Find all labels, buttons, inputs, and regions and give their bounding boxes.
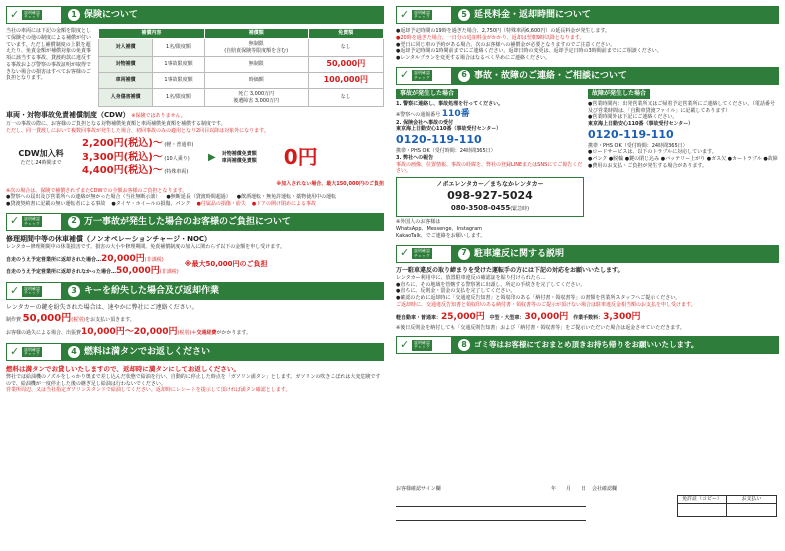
check-box[interactable]: ✓ 説明確認 チェック — [6, 282, 62, 300]
section-number: 3 — [68, 285, 80, 297]
cdw-text: 万一の事故の際に、お客様のご負担となる対物補償免責額と車両補償免責額を補償する制度です。 — [6, 120, 226, 127]
section-header — [396, 336, 779, 354]
section-header — [6, 6, 384, 24]
list-item: ●返却予定時間の19時を過ぎた場合、2,750円（特殊車両6,600円）の延長料金が発生します。 — [396, 28, 610, 34]
sign-date: 年 月 日 — [550, 486, 586, 492]
list-item: ●直ちに、反則金・罰金の支払を完了してください。 — [396, 288, 516, 295]
return-fee: 10,000円～20,000円 — [81, 326, 178, 337]
section-number: 4 — [68, 346, 80, 358]
arrow-icon: ▶ — [208, 151, 216, 163]
noc-text: レンタカー修理期間中の休業損害です。損害の大小や修理期間、免責補償制度の加入に関わらず以下の金額を申し受けます。 — [6, 244, 285, 251]
parking-warn: ご返却時に、交通違反告知書と領収印のある納付書・領収書等のご提示が頂けない場合は駐車違反金相当額のお支払を申し受けます。 — [396, 301, 696, 308]
payment-check-box[interactable] — [727, 504, 776, 516]
section-title: 駐車違反に関する説明 — [474, 248, 565, 259]
section-accident-cost: ✓ 説明確認 チェック 2 万一事故が発生した場合のお客様のご負担について 修理期間中等の休車補償（ノンオペレーションチャージ・NOC） レンタカー修理期間中の休業損害です。損害の大小や修理期間、免責補償制度の加入に関わらず以下の金額を申し受けます。 自走のうえ予定営業所に返却された場合…20,000円(非課税) 自走のうえ予定営業所に返却されなかった場合…50,000円(非課税) ※最大50,000円のご負担 — [6, 213, 384, 277]
check-icon: ✓ — [10, 344, 20, 358]
section-number: 1 — [68, 9, 80, 21]
section-header — [6, 213, 384, 231]
list-item: ●警察への届出及び営業所への連絡が無かった場合（当社無断示談） — [6, 194, 161, 201]
list-item: ●付属品の損傷・紛失 — [196, 201, 246, 208]
section-header — [396, 6, 779, 24]
sns-note: ※外国人のお客様は WhatsApp、Messenge、Instagram KakaoTalk、でご連絡をお願いします。 — [396, 219, 486, 239]
section-header — [396, 245, 779, 263]
list-item: ●翌日に同じ車の予約がある場合、次のお客様への補償金が必要となりますのでご注意ください。 — [396, 41, 616, 48]
key-fee: 50,000円 — [22, 313, 72, 325]
list-item: ●タイヤ・ホイールの損傷、パンク — [111, 201, 191, 208]
insurance-phone[interactable]: 0120-119-110 — [396, 133, 482, 147]
accident-header: 事故が発生した場合 — [396, 89, 458, 99]
table-row: 車両補償 1事故限度額 時価額 100,000円 — [99, 73, 384, 89]
customer-sign-label: お客様確認サイン欄 — [396, 486, 441, 492]
section-fuel — [6, 343, 384, 394]
section-garbage — [396, 336, 779, 354]
table-row: 人身傷害補償 1名/限度額 死亡 3,000万円 後遺障害 3,000万円 なし — [99, 88, 384, 107]
breakdown-panel: 故障が発生した場合 ●営業時間内：出発営業所又はご帰着予定営業所にご連絡してください。（電話番号及び営業時間は、「自動車貸渡ファイル」に記載してあります） ●営業時間外は下記にご連絡ください。 東京海上日動安心110番（事故受付センター） 0120-119-110 携帯・PHS OK（受付時間：24時間365日） ●ロードサービスは、以下のトラブルに対応しています。 ●パンク ●脱輪 ●鍵の閉じ込み ●バッテリー上がり ●ガス欠 ●カートラブル ●故障 ●費用のお支払・ご負担が発生する場合があります。 — [588, 89, 778, 169]
check-icon: ✓ — [400, 68, 410, 82]
check-box[interactable]: ✓ 説明確認 チェック — [396, 245, 452, 263]
cdw-per: ただし24時間まで — [20, 159, 62, 166]
check-icon: ✓ — [10, 7, 20, 21]
list-item: ●直ちに、その地域を管轄する警察署に出頭し、所定の手続きを完了してください。 — [396, 281, 586, 288]
check-icon: ✓ — [400, 338, 410, 352]
cdw-zero: 0円 — [283, 145, 318, 170]
fuel-lead: 燃料は満タンでお貸しいたしますので、返却時に満タンにしてお返しください。 — [6, 364, 240, 373]
noc-title: 修理期間中等の休車補償（ノンオペレーションチャージ・NOC） — [6, 234, 212, 243]
check-box[interactable]: ✓ 説明確認 チェック — [396, 67, 452, 85]
section-extension — [396, 6, 779, 62]
list-item: ●無断延長（貸渡時間超過） — [166, 194, 231, 201]
accident-panel: 事故が発生した場合 1. 警察に連絡し、事故処理を行ってください。 ※警察への通報番号 110番 2. 保険会社へ事故の受付 東京海上日動安心110番（事故受付センター） 0120-119-110 携帯・PHS OK（受付時間：24時間365日） 3. 弊社への報告 事故の画像、位置情報、事故の経緯を、弊社の登録LINEまたはSNSにてご報告ください。 ノボエレンタカー／まちなかレンタカー 098-927-5024 080-3508-0455(緊急時) ※外国人のお客様は WhatsApp、Messenge、Instagram KakaoTalk、でご連絡をお願いします。 — [396, 89, 583, 239]
col-header: 補償額 — [204, 29, 308, 39]
check-box[interactable]: ✓ 説明確認 チェック — [396, 336, 452, 354]
section-title: 延長料金・返却時間について — [474, 9, 591, 20]
check-icon: ✓ — [400, 246, 410, 260]
cdw-limit: ※加入されない場合、最大150,000円のご負担 — [276, 180, 384, 187]
intro-text: 当社の車両には下記の金額を限度として保険その他の制度による補償が付いています。ただし補償制度の上限を超えたり、免責金額が補償対象の免責事項に該当する事故、貸渡約款に違反する事故および警察の事故証明が取得できない場合の損害はすべてお客様のご負担となります。 — [6, 28, 92, 82]
check-icon: ✓ — [400, 7, 410, 21]
section-insurance: ✓ 説明確認 チェック 1 保険について 当社の車両には下記の金額を限度として保険その他の制度による補償が付いています。ただし補償制度の上限を超えたり、免責金額が補償対象の免責事項に該当する事故、貸渡約款に違反する事故および警察の事故証明が取得できない場合の損害はすべてお客様のご負担となります。 補償内容 補償額 免責額 対人補償 1名/限度額 無制限 (自賠責保険等限度額を含む) なし 対物補償 1事故限度額 無制限 50,000円 車両補償 1事故限度額 時価額 100,000円 人身傷害補償 1名/限度額 死亡 3,000万円 後遺障害 3,000万円 なし 車両・対物事故免責補償制度（CDW） ※保険ではありません。 万一の事故の際に、お客様のご負担となる対物補償免責額と車両補償免責額を補償する制度です。 ただし、同一貸渡しにおいて複数回事故が発生した場合、初回事故のみの適用となり2回目以降は対象外になります。 CDW加入料 ただし24時間まで 2,200円(税込)～ (軽・普通車) 3,300円(税込)～ (10人乗り) 4,400円(税込)～ (特殊車両) ▶ 対物補償免責額 車両補償免責額 0円 ※加入されない場合、最大150,000円のご負担 ※次の場合は、保険で補償されずまたCDWでの全額お客様のご負担となります。 ●警察への届出及び営業所への連絡が無かった場合（当社無断示談） ●無断延長（貸渡時間超過） ●飲酒運転・無免許運転・薬物使用中の運転 ●貸渡契約書に記載の無い運転者による事故 ●タイヤ・ホイールの損傷、パンク ●付属品の損傷・紛失 ●ドアの開け閉めによる事故 — [6, 7, 384, 208]
section-number: 5 — [458, 9, 470, 21]
list-item: ●飲酒運転・無免許運転・薬物使用中の運転 — [236, 194, 337, 201]
cdw-price: 2,200円(税込)～ — [82, 138, 163, 150]
exclusion-list — [6, 194, 384, 208]
section-title: 事故・故障のご連絡・ご相談について — [474, 70, 627, 81]
list-item: ●確認のために返却時に「交通違反告知書」と領収印のある「納付書・領収書等」の書類を営業所スタッフへご提示ください。 — [396, 295, 681, 302]
breakdown-header: 故障が発生した場合 — [588, 89, 650, 99]
check-box[interactable]: ✓ 説明確認 チェック — [6, 6, 62, 24]
rental-phone2[interactable]: 080-3508-0455 — [450, 204, 511, 213]
list-item: ●レンタルプランを変更する場合はなるべく早めにご連絡ください。 — [396, 55, 551, 61]
fuel-text: 弊社では給油機のノズルをしっかり奥まで差し込んだ状態で給油を行い、自動的に停止した時点を「ガソリン満タン」とします。ガソリンの吹きこぼれは大変危険ですので、給油機が一度停止した後の継ぎ足し給油は行わないでください。 — [6, 373, 381, 387]
license-check-box[interactable] — [678, 504, 726, 516]
section-header — [396, 67, 779, 85]
cdw-text2: ただし、同一貸渡しにおいて複数回事故が発生した場合、初回事故のみの適用となり2回目以降は対象外になります。 — [6, 127, 269, 134]
check-icon: ✓ — [10, 214, 20, 228]
table-row: 対人補償 1名/限度額 無制限 (自賠責保険等限度額を含む) なし — [99, 38, 384, 57]
cdw-price: 4,400円(税込)～ — [82, 165, 163, 177]
section-number: 2 — [68, 216, 80, 228]
check-box[interactable]: ✓ 説明確認 チェック — [6, 213, 62, 231]
list-item: ●ドアの開け閉めによる事故 — [251, 201, 317, 208]
rental-phone[interactable]: 098-927-5024 — [447, 189, 533, 203]
customer-sign-line[interactable] — [396, 493, 586, 507]
section-title: 燃料は満タンでお返しください — [84, 346, 211, 357]
key-text: レンタカーの鍵を紛失された場合は、速やかに弊社にご連絡ください。 — [6, 304, 198, 312]
rental-contact: ノボエレンタカー／まちなかレンタカー 098-927-5024 080-3508-0455(緊急時) — [396, 177, 584, 217]
section-key-loss: ✓ 説明確認 チェック 3 キーを紛失した場合及び返却作業 レンタカーの鍵を紛失された場合は、速やかに弊社にご連絡ください。 制作費 50,000円(税別)をお支払い頂きます。 お客様の過失による場合、出張費10,000円～20,000円(税別)＋交通経費がかかります。 — [6, 282, 384, 338]
section-title: 万一事故が発生した場合のお客様のご負担について — [84, 216, 291, 227]
check-box[interactable]: ✓ 説明確認 チェック — [396, 6, 452, 24]
section-title: ゴミ等はお客様にておまとめ頂きお持ち帰りをお願いいたします。 — [474, 340, 699, 350]
fuel-text2: 営業所周辺、又は当社指定ガソリンスタンドで給油してください。返却時にレシートを提示して頂ければ満タン確認とします。 — [6, 387, 291, 394]
cdw-price: 3,300円(税込)～ — [82, 151, 163, 163]
section-number: 7 — [458, 248, 470, 260]
cdw-join-label: CDW加入料 — [18, 148, 64, 158]
section-header — [6, 343, 384, 361]
check-icon: ✓ — [10, 283, 20, 297]
noc-price-a: 20,000円 — [101, 253, 145, 264]
list-item: ●20時を過ぎた場合、一日分の追加料金がかかり、返却は翌朝9時以降となります。 — [396, 34, 585, 41]
noc-price-b: 50,000円 — [116, 266, 160, 277]
noc-max: ※最大50,000円のご負担 — [184, 260, 268, 269]
section-title: 保険について — [84, 9, 138, 20]
col-header: 補償内容 — [99, 29, 205, 39]
check-box[interactable]: ✓ 説明確認 チェック — [6, 343, 62, 361]
list-item: ●貸渡契約書に記載の無い運転者による事故 — [6, 201, 106, 208]
company-sign-label: 会社確認欄 — [592, 486, 618, 492]
exclusion-title: ※次の場合は、保険で補償されずまたCDWでの全額お客様のご負担となります。 — [6, 187, 188, 194]
section-title: キーを紛失した場合及び返却作業 — [84, 286, 220, 297]
section-number: 8 — [458, 339, 470, 351]
signature-area: お客様確認サイン欄 年 月 日 会社確認欄 免許証（コピー） お支払い — [396, 486, 779, 521]
cdw-note: ※保険ではありません。 — [131, 113, 186, 120]
police-number: 110番 — [441, 108, 470, 119]
section-header — [6, 282, 384, 300]
cdw-title: 車両・対物事故免責補償制度（CDW） — [6, 111, 130, 120]
section-accident-contact — [396, 67, 779, 240]
breakdown-phone[interactable]: 0120-119-110 — [588, 127, 674, 141]
insurance-table — [98, 28, 384, 107]
cdw-arrow-text: 対物補償免責額 車両補償免責額 — [221, 150, 257, 164]
list-item: ●返却予定時間の1時間前までにご連絡ください。返却日時の変更は、返却予定日時の3時間前までにご相談ください。 — [396, 48, 662, 55]
col-header: 免責額 — [308, 29, 383, 39]
section-parking: ✓ 説明確認 チェック 7 駐車違反に関する説明 万一駐車違反の取り締まりを受けた運転手の方には下記の対応をお願いいたします。 レンタカー利用中に、放置駐車違反の確認証を貼り付けられたら… ●直ちに、その地域を管轄する警察署に出頭し、所定の手続きを完了してください。 ●直ちに、反則金・罰金の支払を完了してください。 ●確認のために返却時に「交通違反告知書」と領収印のある「納付書・領収書等」の書類を営業所スタッフへご提示ください。 ご返却時に、交通違反告知書と領収印のある納付書・領収書等のご提示が頂けない場合は駐車違反金相当額のお支払を申し受けます。 軽自動車・普通車：25,000円 中型・大型車：30,000円 作業手数料：3,300円 ※後日反則金を納付しても「交通反則告知書」および「納付書・領収書等」をご提示いただいた場合は返金させていただきます。 — [396, 245, 779, 332]
table-row: 対物補償 1事故限度額 無制限 50,000円 — [99, 57, 384, 73]
section-number: 6 — [458, 70, 470, 82]
